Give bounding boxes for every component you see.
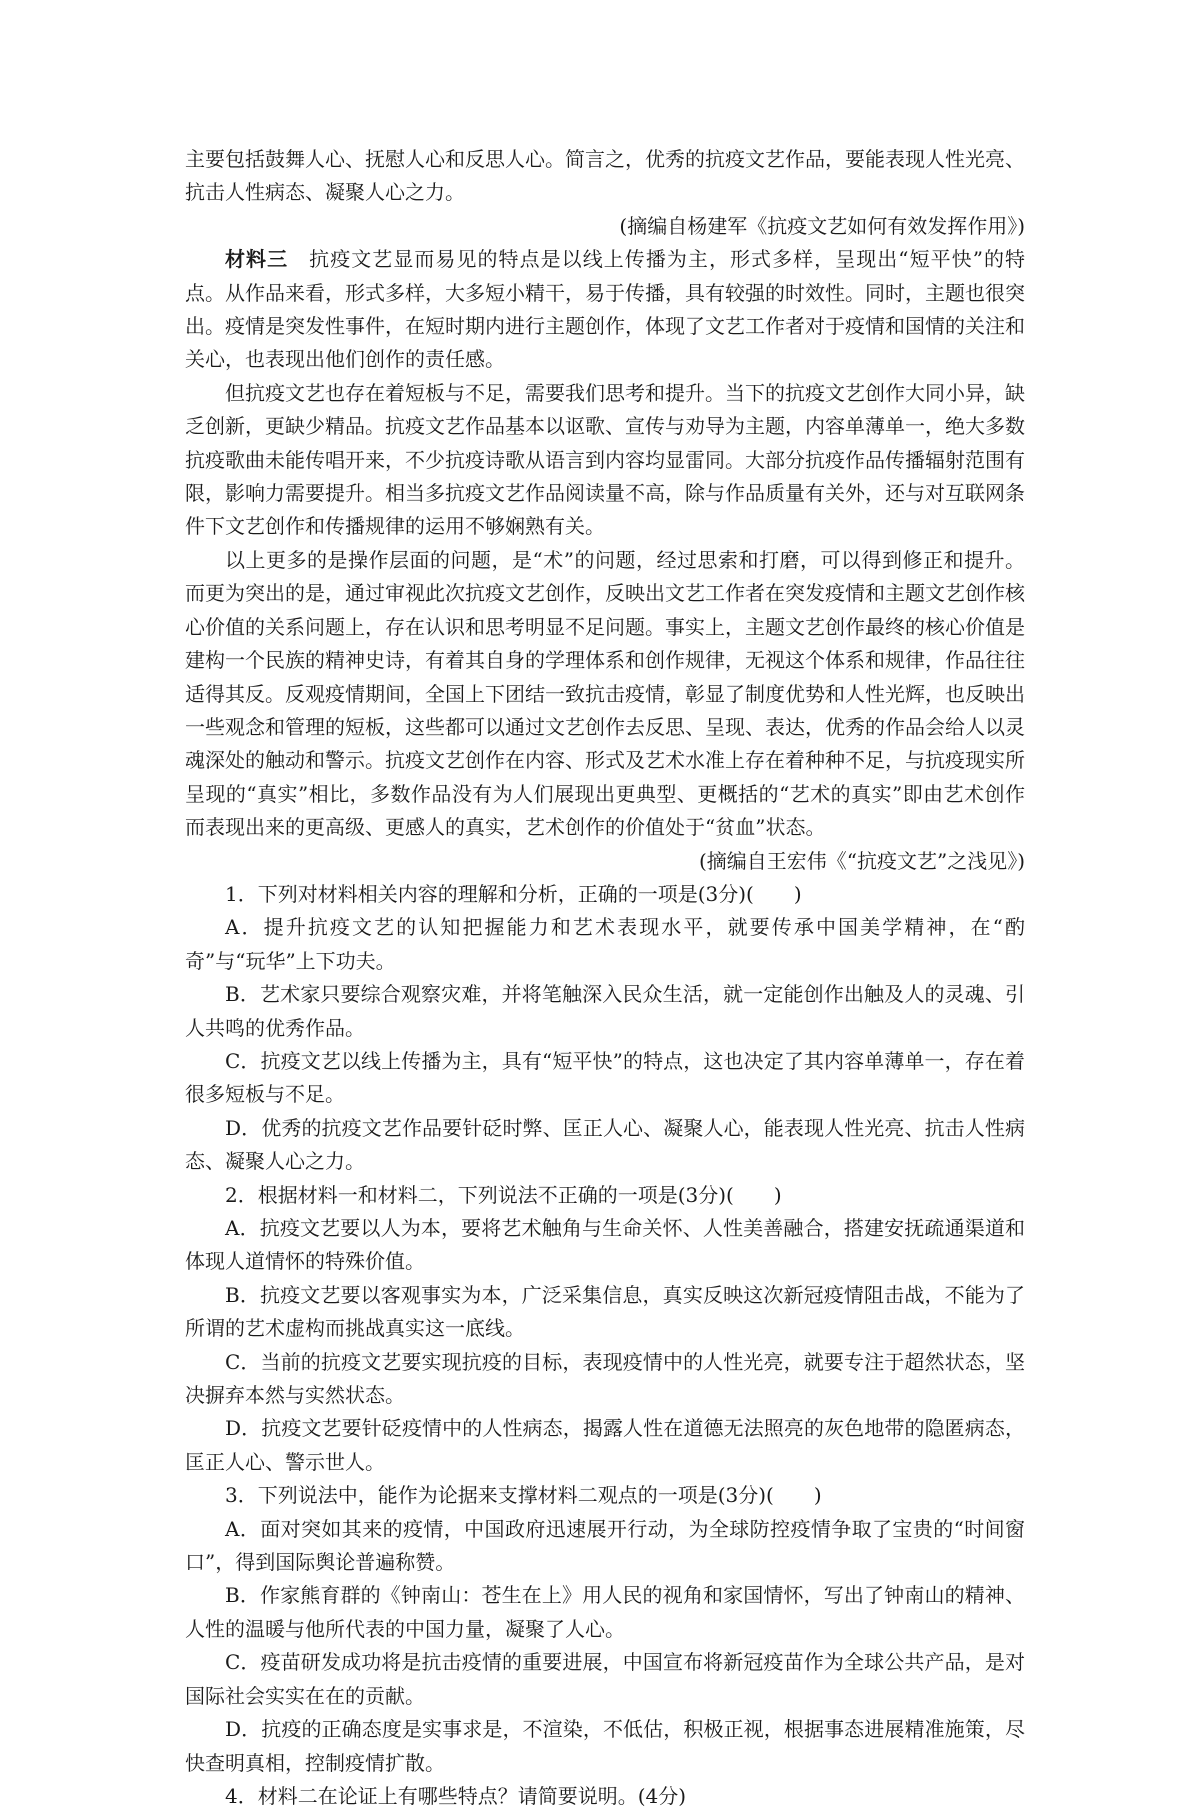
material3-paragraph-2: 但抗疫文艺也存在着短板与不足，需要我们思考和提升。当下的抗疫文艺创作大同小异，缺乏创新，更缺少精品。抗疫文艺作品基本以讴歌、宣传与劝导为主题，内容单薄单一，绝大多数抗疫歌曲未能传唱开来，不少抗疫诗歌从语言到内容均显雷同。大部分抗疫作品传播辐射范围有限，影响力需要提升。相当多抗疫文艺作品阅读量不高，除与作品质量有关外，还与对互联网条件下文艺创作和传播规律的运用不够娴熟有关。: [185, 380, 1025, 539]
document-body: [185, 143, 1025, 1813]
material3-paragraph-1: [185, 243, 1025, 377]
question-3-option-b: B．作家熊育群的《钟南山：苍生在上》用人民的视角和家国情怀，写出了钟南山的精神、人性的温暖与他所代表的中国力量，凝聚了人心。: [185, 1583, 1025, 1641]
question-3-option-d: D．抗疫的正确态度是实事求是，不渲染，不低估，积极正视，根据事态进展精准施策，尽快查明真相，控制疫情扩散。: [185, 1717, 1025, 1775]
question-3-option-a: A．面对突如其来的疫情，中国政府迅速展开行动，为全球防控疫情争取了宝贵的“时间窗口”，得到国际舆论普遍称赞。: [185, 1516, 1025, 1575]
question-2-option-b: B．抗疫文艺要以客观事实为本，广泛采集信息，真实反映这次新冠疫情阻击战，不能为了所谓的艺术虚构而挑战真实这一底线。: [185, 1282, 1025, 1341]
question-3-stem: 3．下列说法中，能作为论据来支撑材料二观点的一项是(3分)( ): [225, 1483, 822, 1508]
material2-tail: 主要包括鼓舞人心、抚慰人心和反思人心。简言之，优秀的抗疫文艺作品，要能表现人性光亮、抗击人性病态、凝聚人心之力。: [185, 147, 1025, 205]
material3-source: (摘编自王宏伟《“抗疫文艺”之浅见》): [698, 848, 1025, 873]
question-1-stem: 1．下列对材料相关内容的理解和分析，正确的一项是(3分)( ): [225, 881, 802, 906]
material2-source: (摘编自杨建军《抗疫文艺如何有效发挥作用》): [619, 213, 1025, 238]
material3-label: 材料三: [225, 247, 289, 272]
question-2-option-c: C．当前的抗疫文艺要实现抗疫的目标，表现疫情中的人性光亮，就要专注于超然状态，坚决摒弃本然与实然状态。: [185, 1349, 1025, 1408]
question-2-stem: 2．根据材料一和材料二，下列说法不正确的一项是(3分)( ): [225, 1182, 782, 1207]
question-4-stem: 4．材料二在论证上有哪些特点？请简要说明。(4分): [225, 1783, 687, 1808]
question-1-option-c: C．抗疫文艺以线上传播为主，具有“短平快”的特点，这也决定了其内容单薄单一，存在着很多短板与不足。: [185, 1048, 1025, 1107]
question-1-option-b: B．艺术家只要综合观察灾难，并将笔触深入民众生活，就一定能创作出触及人的灵魂、引人共鸣的优秀作品。: [185, 982, 1025, 1040]
question-1-option-d: D．优秀的抗疫文艺作品要针砭时弊、匡正人心、凝聚人心，能表现人性光亮、抗击人性病态、凝聚人心之力。: [185, 1115, 1025, 1174]
material3-paragraph-3: 以上更多的是操作层面的问题，是“术”的问题，经过思索和打磨，可以得到修正和提升。而更为突出的是，通过审视此次抗疫文艺创作，反映出文艺工作者在突发疫情和主题文艺创作核心价值的关系问题上，存在认识和思考明显不足问题。事实上，主题文艺创作最终的核心价值是建构一个民族的精神史诗，有着其自身的学理体系和创作规律，无视这个体系和规律，作品往往适得其反。反观疫情期间，全国上下团结一致抗击疫情，彰显了制度优势和人性光辉，也反映出一些观念和管理的短板，这些都可以通过文艺创作去反思、呈现、表达，优秀的作品会给人以灵魂深处的触动和警示。抗疫文艺创作在内容、形式及艺术水准上存在着种种不足，与抗疫现实所呈现的“真实”相比，多数作品没有为人们展现出更典型、更概括的“艺术的真实”即由艺术创作而表现出来的更高级、更感人的真实，艺术创作的价值处于“贫血”状态。: [185, 547, 1025, 840]
question-1-option-a: A．提升抗疫文艺的认知把握能力和艺术表现水平，就要传承中国美学精神，在“酌奇”与“玩华”上下功夫。: [185, 915, 1025, 973]
question-2-option-d: D．抗疫文艺要针砭疫情中的人性病态，揭露人性在道德无法照亮的灰色地带的隐匿病态，匡正人心、警示世人。: [185, 1416, 1025, 1474]
question-3-option-c: C．疫苗研发成功将是抗击疫情的重要进展，中国宣布将新冠疫苗作为全球公共产品，是对国际社会实实在在的贡献。: [185, 1650, 1025, 1708]
question-2-option-a: A．抗疫文艺要以人为本，要将艺术触角与生命关怀、人性美善融合，搭建安抚疏通渠道和体现人道情怀的特殊价值。: [185, 1216, 1025, 1274]
material3-paragraph-1-text: 抗疫文艺显而易见的特点是以线上传播为主，形式多样，呈现出“短平快”的特点。从作品来看，形式多样，大多短小精干，易于传播，具有较强的时效性。同时，主题也很突出。疫情是突发性事件，在短时期内进行主题创作，体现了文艺工作者对于疫情和国情的关注和关心，也表现出他们创作的责任感。: [185, 247, 1026, 372]
